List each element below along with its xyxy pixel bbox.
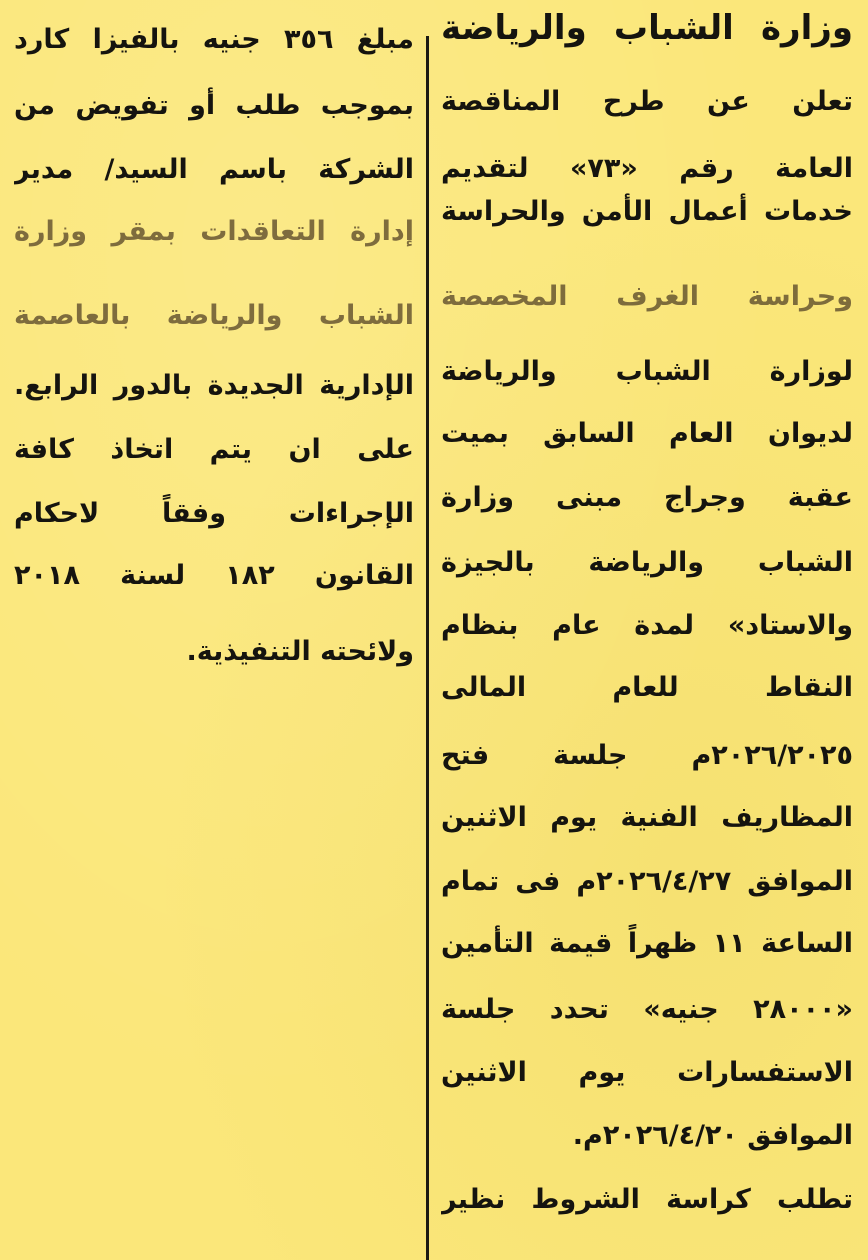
- text-line: مبلغ ٣٥٦ جنيه بالفيزا كارد: [14, 24, 414, 55]
- text-line: العامة رقم «٧٣» لتقديم: [441, 153, 853, 184]
- text-line: لوزارة الشباب والرياضة: [441, 356, 853, 387]
- text-line: الشباب والرياضة بالعاصمة: [14, 300, 414, 331]
- text-line: بموجب طلب أو تفويض من: [14, 90, 414, 121]
- text-line: القانون ١٨٢ لسنة ٢٠١٨: [14, 560, 414, 591]
- text-line: «٢٨٠٠٠ جنيه» تحدد جلسة: [441, 994, 853, 1025]
- text-line: تعلن عن طرح المناقصة: [441, 86, 853, 117]
- text-line: الساعة ١١ ظهراً قيمة التأمين: [441, 928, 853, 959]
- text-line: الشباب والرياضة بالجيزة: [441, 547, 853, 578]
- text-line: الموافق ٢٠٢٦/٤/٢٠م.: [572, 1120, 853, 1151]
- text-line: الإجراءات وفقاً لاحكام: [14, 498, 414, 529]
- text-line: ولائحته التنفيذية.: [186, 636, 414, 667]
- text-line: الإدارية الجديدة بالدور الرابع.: [14, 370, 414, 401]
- text-line: والاستاد» لمدة عام بنظام: [441, 610, 853, 641]
- text-line: ٢٠٢٦/٢٠٢٥م جلسة فتح: [441, 740, 853, 771]
- column-divider: [426, 36, 429, 1260]
- text-line: الشركة باسم السيد/ مدير: [14, 154, 414, 185]
- text-line: المظاريف الفنية يوم الاثنين: [441, 802, 853, 833]
- text-line: عقبة وجراج مبنى وزارة: [441, 482, 853, 513]
- text-line: تطلب كراسة الشروط نظير: [441, 1184, 853, 1215]
- text-line: الموافق ٢٠٢٦/٤/٢٧م فى تمام: [441, 866, 853, 897]
- text-line: وحراسة الغرف المخصصة: [441, 281, 853, 312]
- text-line: على ان يتم اتخاذ كافة: [14, 434, 414, 465]
- text-line: خدمات أعمال الأمن والحراسة: [441, 196, 853, 227]
- text-line: لديوان العام السابق بميت: [441, 418, 853, 449]
- text-line: الاستفسارات يوم الاثنين: [441, 1057, 853, 1088]
- text-line: النقاط للعام المالى: [441, 672, 853, 703]
- text-line: إدارة التعاقدات بمقر وزارة: [14, 216, 414, 247]
- notice-title: وزارة الشباب والرياضة: [441, 8, 853, 48]
